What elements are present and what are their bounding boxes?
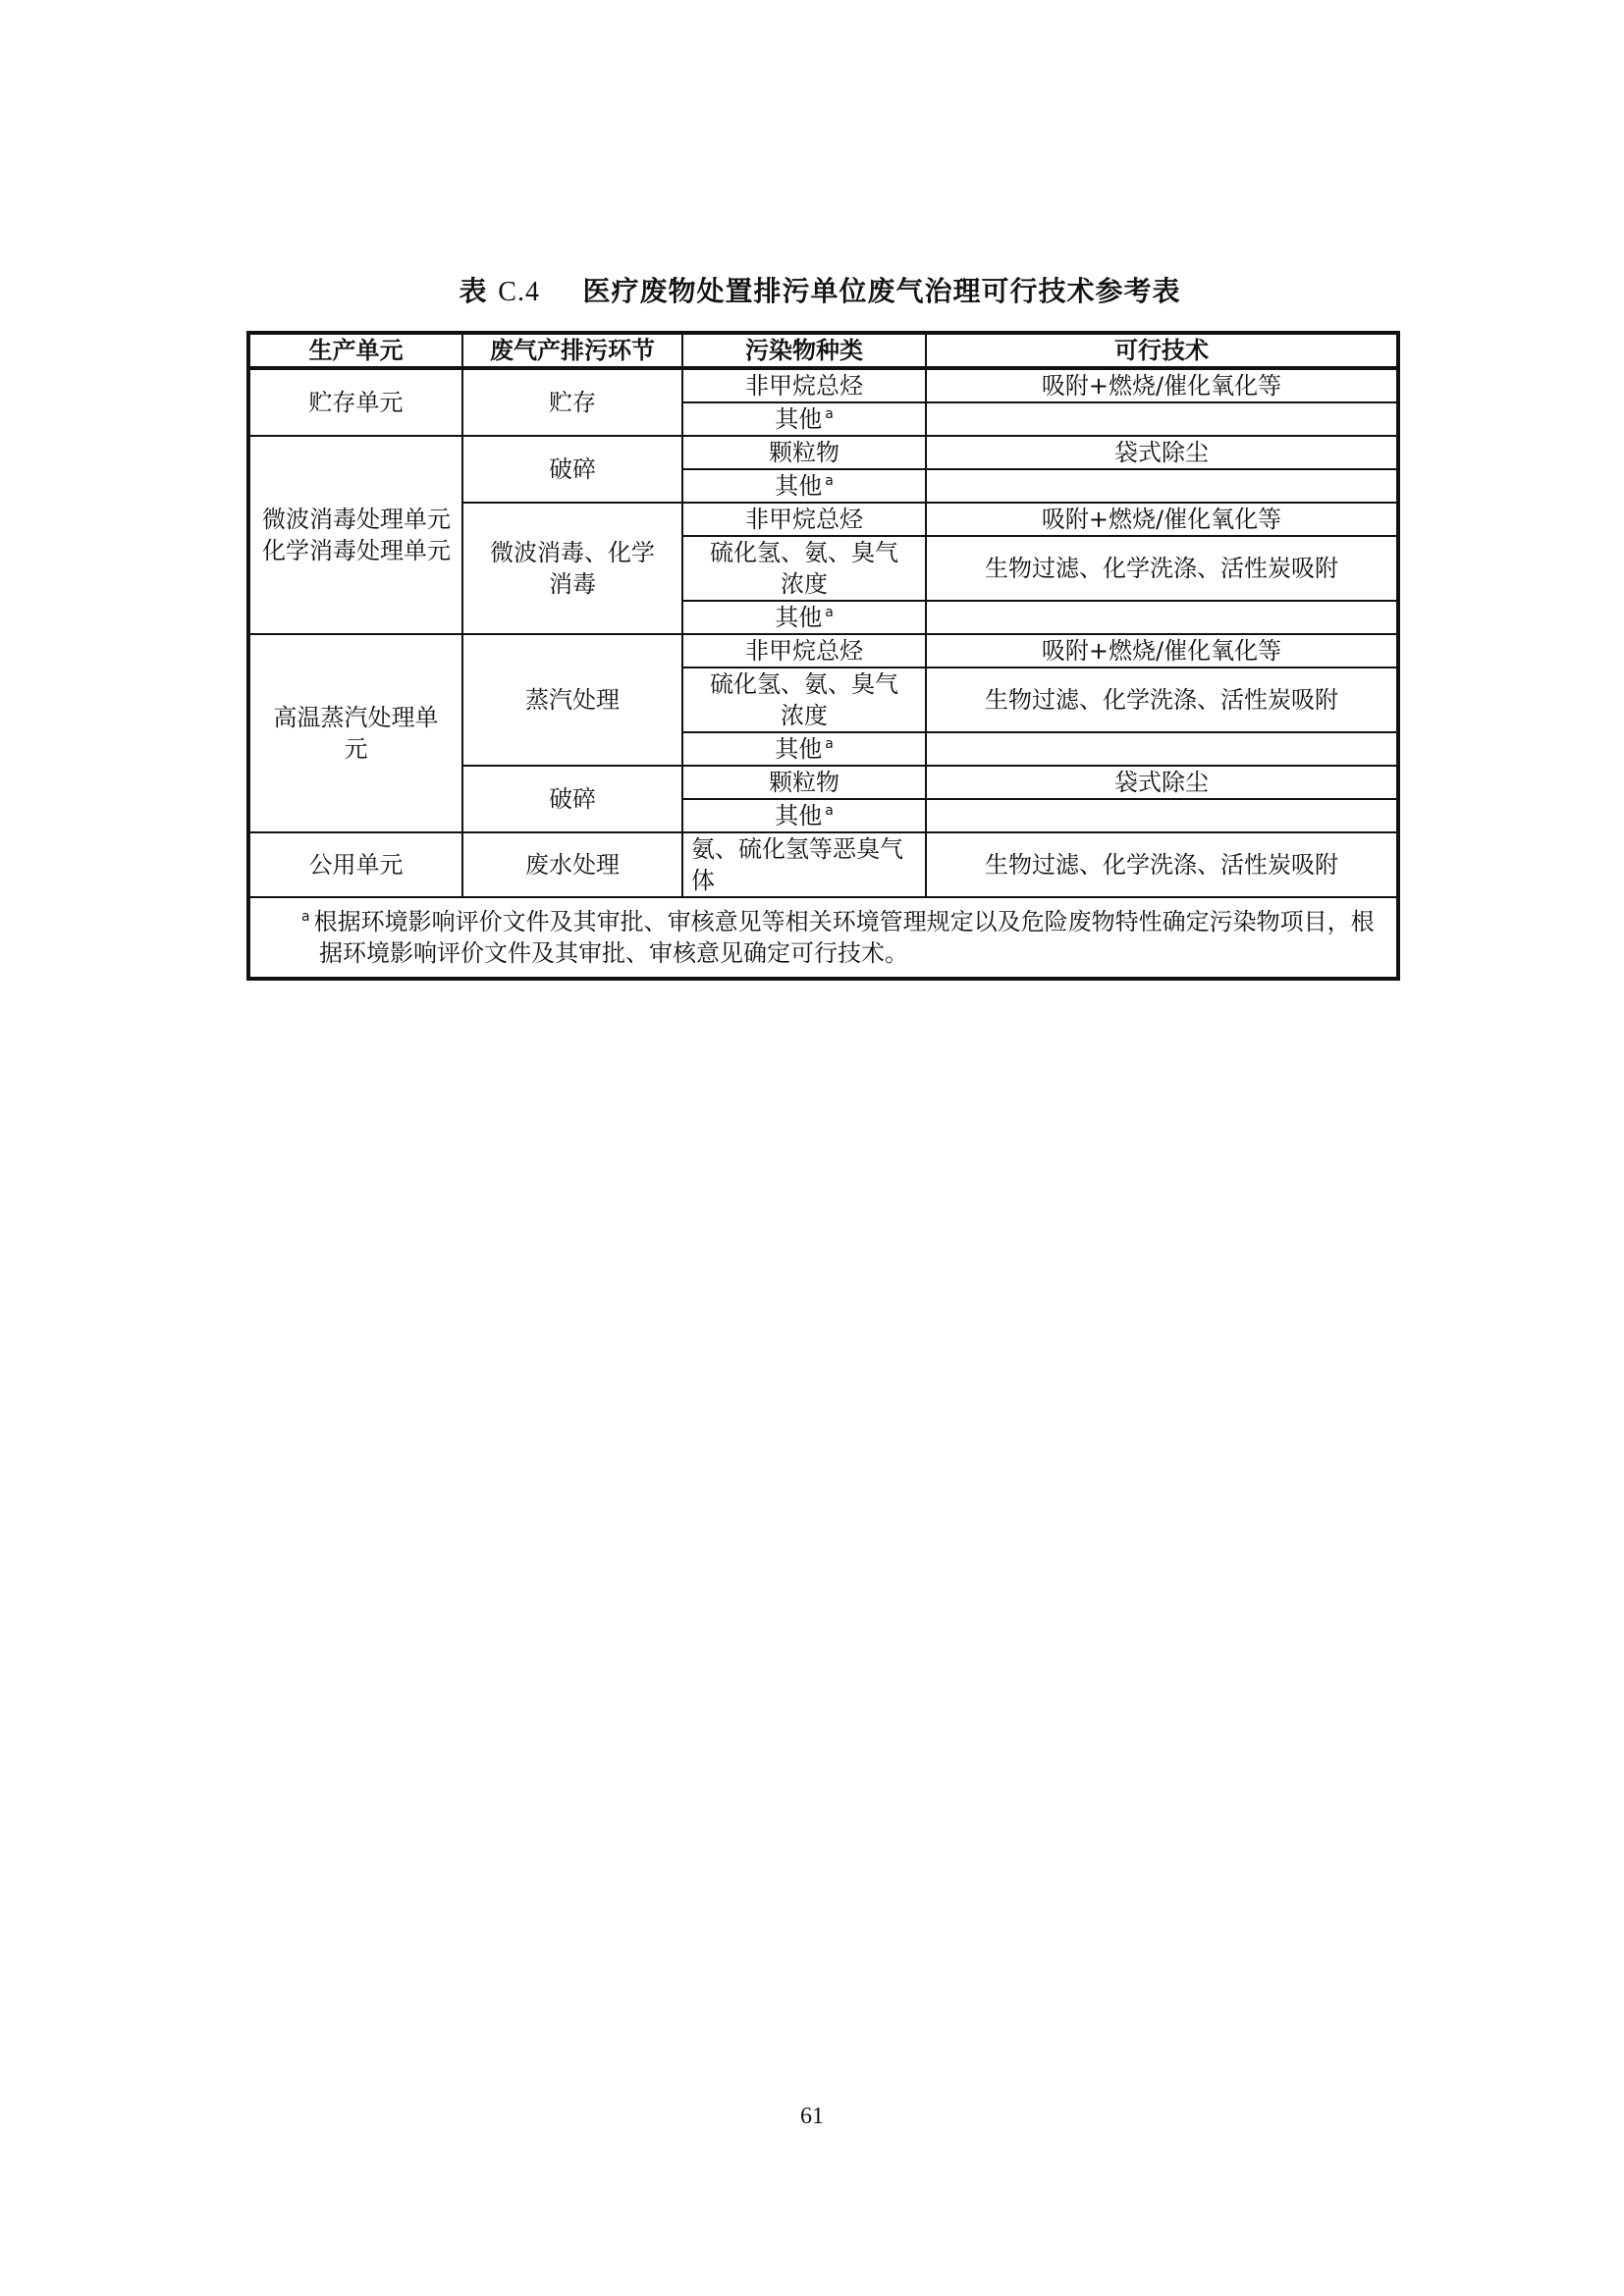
- cell-technology: [926, 601, 1398, 634]
- page-number: 61: [800, 2104, 824, 2129]
- cell-pollutant: 其他 $^a$: [682, 732, 926, 766]
- cell-unit-microwave: 微波消毒处理单元 化学消毒处理单元: [248, 436, 462, 634]
- table-row: [248, 368, 1398, 402]
- table-row: [248, 832, 1398, 897]
- header-pollutant-type: 污染物种类: [682, 333, 926, 368]
- table-footnote-row: [248, 897, 1398, 979]
- cell-link-microwave: 微波消毒、化学消毒: [462, 503, 682, 634]
- cell-technology: 生物过滤、化学洗涤、活性炭吸附: [926, 832, 1398, 897]
- footnote-text: 根据环境影响评价文件及其审批、审核意见等相关环境管理规定以及危险废物特性确定污染物项目，根据环境影响评价文件及其审批、审核意见确定可行技术。: [313, 908, 1375, 967]
- header-feasible-technology: 可行技术: [926, 333, 1398, 368]
- cell-technology: 生物过滤、化学洗涤、活性炭吸附: [926, 667, 1398, 732]
- cell-technology: 吸附+燃烧/催化氧化等: [926, 503, 1398, 536]
- table-title: [245, 271, 1394, 312]
- cell-link-steam: 蒸汽处理: [462, 634, 682, 766]
- cell-pollutant: 非甲烷总烃: [682, 368, 926, 402]
- table-footnote: [248, 897, 1398, 979]
- table-title-code: C.4: [498, 277, 540, 307]
- cell-link-wastewater: 废水处理: [462, 832, 682, 897]
- cell-link-storage: 贮存: [462, 368, 682, 436]
- cell-pollutant: 其他 $^a$: [682, 402, 926, 436]
- table-title-prefix: 表: [459, 275, 488, 307]
- cell-pollutant: 非甲烷总烃: [682, 503, 926, 536]
- cell-technology: 袋式除尘: [926, 766, 1398, 799]
- cell-pollutant: 其他 $^a$: [682, 601, 926, 634]
- cell-technology: [926, 469, 1398, 503]
- footnote-marker: a: [301, 909, 310, 925]
- cell-pollutant: 硫化氢、氨、臭气浓度: [682, 536, 926, 601]
- table-row: [248, 436, 1398, 469]
- cell-unit-steam: 高温蒸汽处理单元: [248, 634, 462, 832]
- cell-unit-public: 公用单元: [248, 832, 462, 897]
- cell-technology: 吸附+燃烧/催化氧化等: [926, 634, 1398, 667]
- cell-technology: 吸附+燃烧/催化氧化等: [926, 368, 1398, 402]
- technology-table: [246, 331, 1400, 981]
- table-title-text: 医疗废物处置排污单位废气治理可行技术参考表: [582, 275, 1181, 307]
- cell-technology: [926, 402, 1398, 436]
- cell-technology: 生物过滤、化学洗涤、活性炭吸附: [926, 536, 1398, 601]
- cell-technology: [926, 732, 1398, 766]
- cell-pollutant: 其他 $^a$: [682, 799, 926, 832]
- cell-pollutant: 氨、硫化氢等恶臭气体: [682, 832, 926, 897]
- cell-unit-storage: 贮存单元: [248, 368, 462, 436]
- cell-pollutant: 其他 $^a$: [682, 469, 926, 503]
- cell-link-crush: 破碎: [462, 436, 682, 503]
- cell-technology: 袋式除尘: [926, 436, 1398, 469]
- cell-link-crush: 破碎: [462, 766, 682, 832]
- cell-pollutant: 颗粒物: [682, 766, 926, 799]
- table-header-row: [248, 333, 1398, 368]
- table-row: [248, 634, 1398, 667]
- cell-pollutant: 颗粒物: [682, 436, 926, 469]
- cell-pollutant: 硫化氢、氨、臭气浓度: [682, 667, 926, 732]
- cell-technology: [926, 799, 1398, 832]
- header-emission-link: 废气产排污环节: [462, 333, 682, 368]
- cell-pollutant: 非甲烷总烃: [682, 634, 926, 667]
- header-production-unit: 生产单元: [248, 333, 462, 368]
